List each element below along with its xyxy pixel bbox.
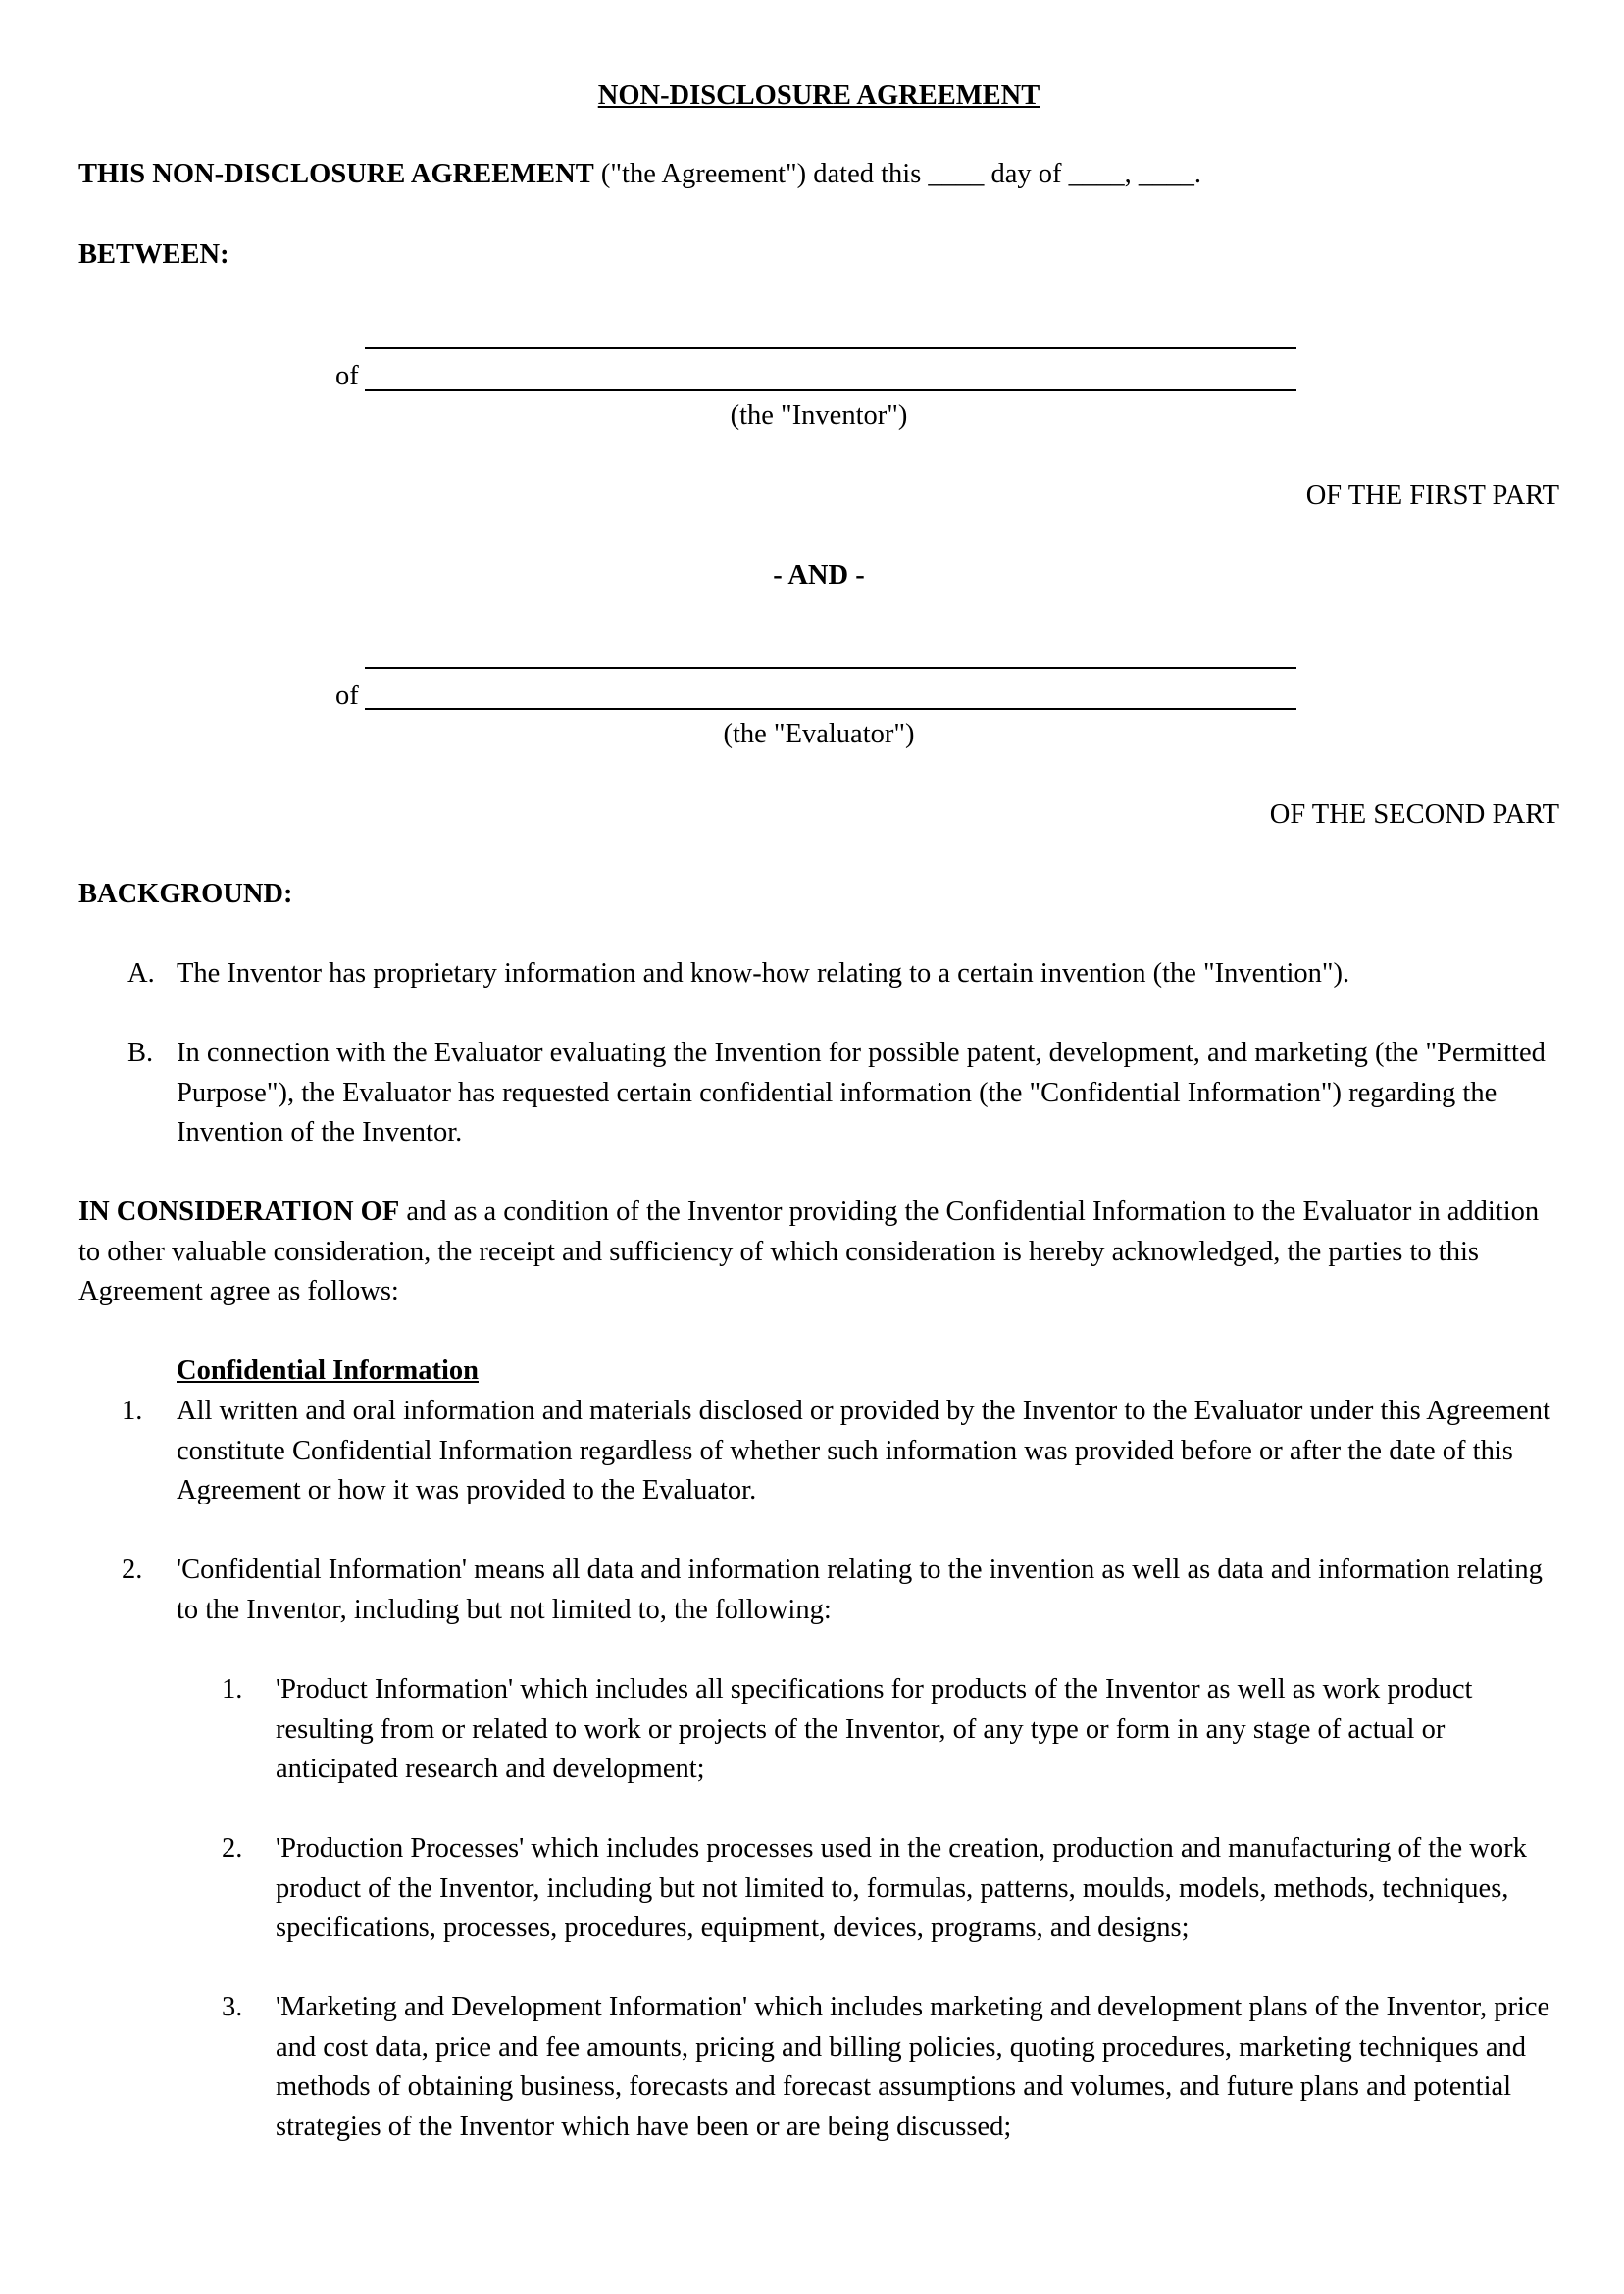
party2-role: (the "Evaluator") (723, 719, 915, 749)
background-item-marker: A. (127, 958, 155, 989)
between-label: BETWEEN: (78, 239, 229, 270)
intro-line (78, 155, 1201, 195)
subclause-item: 'Production Processes' which includes processes used in the creation, production and manufacturing of the work product of the Inventor, including but not limited to, formulas, patterns, moulds, models, methods, techniques, specifications, processes, procedures, equipment, devices, programs, and designs; (276, 1833, 1527, 1943)
clause-marker: 1. (122, 1396, 143, 1426)
clause-item: 'Confidential Information' means all data and information relating to the invention as well as data and information relating to the Inventor, including but not limited to, the following: (177, 1555, 1543, 1625)
consideration-paragraph (78, 1193, 1559, 1312)
party1-address-line (365, 389, 1296, 391)
consideration-rest: and as a condition of the Inventor providing the Confidential Information to the Evaluator in addition to other valuable consideration, the receipt and sufficiency of which consideration is hereby acknowledged, the parties to this Agreement agree as follows: (78, 1197, 1540, 1306)
background-label: BACKGROUND: (78, 879, 293, 909)
intro-bold: THIS NON-DISCLOSURE AGREEMENT (78, 159, 594, 189)
party2-address-line (365, 708, 1296, 710)
consideration-bold: IN CONSIDERATION OF (78, 1197, 400, 1227)
party1-name-line (365, 347, 1296, 349)
section-heading: Confidential Information (177, 1355, 479, 1386)
subclause-marker: 2. (222, 1833, 243, 1863)
subclause-item: 'Product Information' which includes all specifications for products of the Inventor as well as work product resulting from or related to work or projects of the Inventor, of any type or form in any stage of actual or anticipated research and development; (276, 1674, 1473, 1784)
subclause-marker: 1. (222, 1674, 243, 1705)
party1-part: OF THE FIRST PART (1305, 481, 1559, 511)
subclause-item: 'Marketing and Development Information' which includes marketing and development plans of the Inventor, price and cost data, price and fee amounts, pricing and billing policies, quoting procedures, marketing techniques and methods of obtaining business, forecasts and forecast assumptions and volumes, and future plans and potential strategies of the Inventor which have been or are being discussed; (276, 1992, 1550, 2142)
party1-of-label: of (335, 361, 359, 391)
background-item: In connection with the Evaluator evaluating the Invention for possible patent, development, and marketing (the "Permitted Purpose"), the Evaluator has requested certain confidential information (the "Confidential Information") regarding the Invention of the Inventor. (177, 1038, 1546, 1147)
and-label: - AND - (773, 560, 865, 590)
background-item-marker: B. (127, 1038, 154, 1068)
clause-marker: 2. (122, 1555, 143, 1585)
intro-rest: ("the Agreement") dated this ____ day of ____, ____. (593, 159, 1202, 189)
party2-part: OF THE SECOND PART (1269, 799, 1559, 830)
party2-of-label: of (335, 681, 359, 711)
subclause-marker: 3. (222, 1992, 243, 2022)
party2-name-line (365, 667, 1296, 669)
document-title: NON-DISCLOSURE AGREEMENT (597, 80, 1040, 111)
background-item: The Inventor has proprietary information and know-how relating to a certain invention (the "Invention"). (177, 958, 1350, 989)
clause-item: All written and oral information and materials disclosed or provided by the Inventor to the Evaluator under this Agreement constitute Confidential Information regardless of whether such information was provided before or after the date of this Agreement or how it was provided to the Evaluator. (177, 1396, 1550, 1505)
party1-role: (the "Inventor") (730, 400, 908, 431)
